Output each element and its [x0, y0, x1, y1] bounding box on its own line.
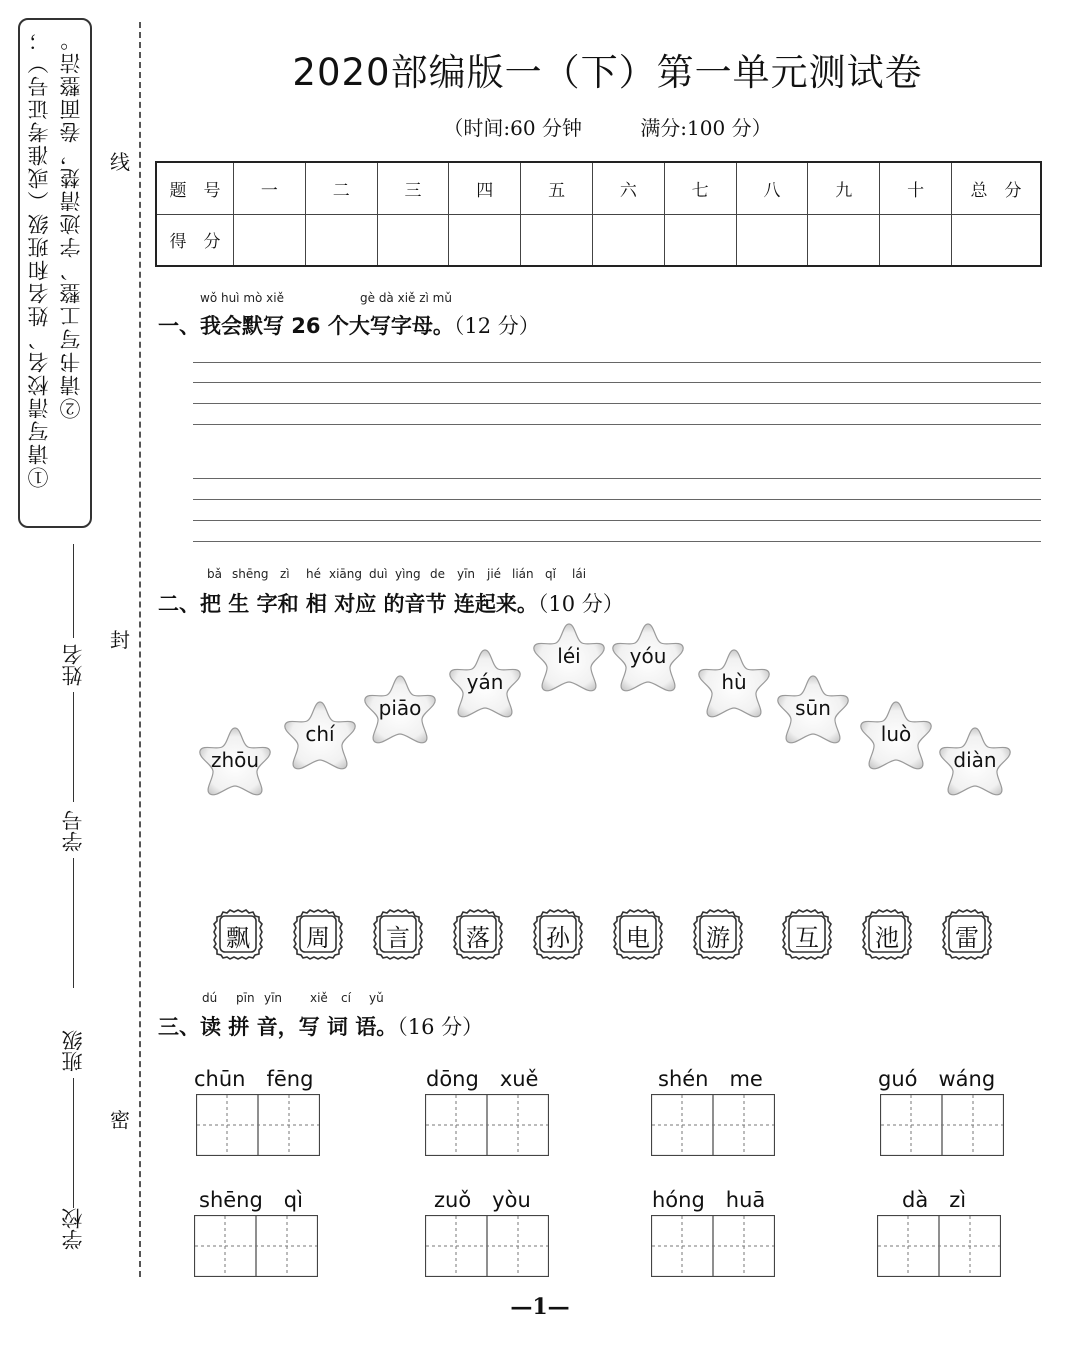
name-label: 姓名 [61, 644, 85, 686]
char-badge-zhou[interactable] [292, 908, 344, 960]
class-line[interactable] [73, 1078, 74, 1208]
writing-grid-dazi[interactable] [877, 1215, 1001, 1277]
writing-line [193, 499, 1041, 500]
char-text: 落 [466, 924, 490, 952]
section2-pinyin-lian: lián [512, 567, 534, 581]
name-line[interactable] [73, 544, 74, 638]
score-head-label: 题 号 [156, 162, 234, 214]
score-cell[interactable] [521, 214, 593, 266]
score-head-4: 四 [449, 162, 521, 214]
char-badge-lei[interactable] [941, 908, 993, 960]
writing-grid-shengqi[interactable] [194, 1215, 318, 1277]
section2-pinyin-he: hé [306, 567, 321, 581]
char-text: 孙 [546, 924, 570, 952]
syllable-text: zhōu [210, 748, 260, 772]
exam-full-score: 满分:100 分） [640, 116, 772, 140]
score-cell[interactable] [234, 214, 306, 266]
writing-line [193, 424, 1041, 425]
syllable-star-dian[interactable] [936, 724, 1014, 798]
score-head-7: 七 [664, 162, 736, 214]
section1-points: （12 分） [453, 314, 540, 338]
binding-mark-xian: 线 [110, 150, 130, 174]
section3-pinyin-yu: yǔ [369, 991, 384, 1005]
syllable-text: léi [557, 644, 581, 668]
page-title: 2020部编版一（下）第一单元测试卷 [292, 51, 923, 94]
syllable-star-zhou[interactable] [196, 724, 274, 798]
section3-heading [158, 1011, 483, 1041]
word-pinyin-zuoyou: zuǒ yòu [434, 1188, 531, 1212]
score-cell[interactable] [808, 214, 880, 266]
section3-pinyin-du: dú [202, 991, 218, 1005]
score-cell[interactable] [377, 214, 449, 266]
score-table [155, 161, 1042, 267]
writing-grid-guowang[interactable] [880, 1094, 1004, 1156]
score-head-10: 十 [880, 162, 952, 214]
char-text: 周 [306, 924, 330, 952]
char-text: 言 [386, 924, 410, 952]
class-label: 班级 [61, 1030, 85, 1072]
section2-pinyin-de: de [430, 567, 445, 581]
binding-mark-mi: 密 [110, 1108, 130, 1132]
student-id-field[interactable] [58, 810, 88, 988]
section1-pinyin-1: wǒ huì mò xiě [200, 291, 284, 305]
section2-points: （10 分） [537, 592, 624, 616]
section2-pinyin-ying: yìng [395, 567, 421, 581]
char-text: 电 [626, 924, 650, 952]
syllable-star-hu[interactable] [695, 646, 773, 720]
writing-grid-honghua[interactable] [651, 1215, 775, 1277]
section3-points: （16 分） [397, 1015, 484, 1039]
section1-pinyin-2: gè dà xiě zì mǔ [360, 291, 452, 305]
syllable-star-piao[interactable] [361, 672, 439, 746]
notice-line-2: ②请书写工整、字迹清楚，卷面整洁。 [59, 28, 83, 419]
score-head-5: 五 [521, 162, 593, 214]
char-text: 互 [795, 924, 819, 952]
word-pinyin-chunfeng: chūn fēng [194, 1067, 314, 1091]
score-head-1: 一 [234, 162, 306, 214]
syllable-star-sun[interactable] [774, 672, 852, 746]
section3-pinyin-ci: cí [341, 991, 351, 1005]
char-badge-dian[interactable] [612, 908, 664, 960]
syllable-star-luo[interactable] [857, 698, 935, 772]
section3-pinyin-xie: xiě [310, 991, 328, 1005]
syllable-star-chi[interactable] [281, 698, 359, 772]
writing-line [193, 403, 1041, 404]
writing-grid-dongxue[interactable] [425, 1094, 549, 1156]
char-badge-hu[interactable] [781, 908, 833, 960]
section2-title: 二、把 生 字和 相 对应 的音节 连起来。 [158, 592, 538, 616]
exam-time: （时间:60 分钟 [443, 116, 582, 140]
score-head-6: 六 [592, 162, 664, 214]
section2-pinyin-lai: lái [572, 567, 587, 581]
score-cell[interactable] [305, 214, 377, 266]
score-cell[interactable] [736, 214, 808, 266]
score-head-total: 总 分 [952, 162, 1042, 214]
syllable-text: yán [466, 670, 504, 694]
section2-pinyin-xiang: xiāng [329, 567, 363, 581]
syllable-text: diàn [953, 748, 997, 772]
writing-line [193, 362, 1041, 363]
score-head-3: 三 [377, 162, 449, 214]
section2-pinyin-zi: zì [280, 567, 290, 581]
school-field[interactable] [58, 1208, 88, 1250]
section3-title: 三、读 拼 音，写 词 语。 [158, 1015, 398, 1039]
exam-info [150, 112, 1065, 141]
score-head-9: 九 [808, 162, 880, 214]
score-table-score-row [156, 214, 1041, 266]
section2-pinyin-sheng: shēng [232, 567, 269, 581]
word-pinyin-dongxue: dōng xuě [426, 1067, 539, 1091]
syllable-text: piāo [378, 696, 422, 720]
char-text: 游 [706, 924, 730, 952]
section1-heading [158, 310, 540, 340]
class-field[interactable] [58, 1030, 88, 1208]
score-cell[interactable] [592, 214, 664, 266]
syllable-star-yan[interactable] [446, 646, 524, 720]
syllable-text: hù [721, 670, 747, 694]
notice-line-1: ①请写清校名、姓名和班级（或准考证号）； [27, 28, 51, 488]
word-pinyin-guowang: guó wáng [878, 1067, 996, 1091]
syllable-text: chí [305, 722, 335, 746]
binding-dashed-line [139, 22, 141, 1277]
syllable-text: sūn [795, 696, 831, 720]
writing-grid-shenme[interactable] [651, 1094, 775, 1156]
section2-pinyin-yin: yīn [457, 567, 476, 581]
binding-mark-feng: 封 [110, 628, 130, 652]
syllable-text: luò [880, 722, 912, 746]
char-badge-sun[interactable] [532, 908, 584, 960]
name-line-2[interactable] [73, 692, 74, 802]
writing-line [193, 520, 1041, 521]
name-field[interactable] [58, 544, 88, 802]
syllable-star-lei[interactable] [530, 620, 608, 694]
char-text: 飘 [226, 924, 250, 952]
section2-pinyin-jie: jié [487, 567, 502, 581]
score-cell[interactable] [449, 214, 521, 266]
char-text: 池 [875, 924, 899, 952]
char-badge-you[interactable] [692, 908, 744, 960]
section2-heading [158, 588, 624, 618]
writing-line [193, 478, 1041, 479]
writing-line [193, 382, 1041, 383]
student-id-line[interactable] [73, 858, 74, 988]
char-badge-luo[interactable] [452, 908, 504, 960]
writing-grid-zuoyou[interactable] [425, 1215, 549, 1277]
char-badge-yan[interactable] [372, 908, 424, 960]
word-pinyin-shengqi: shēng qì [199, 1188, 303, 1212]
char-badge-chi[interactable] [861, 908, 913, 960]
char-badge-piao[interactable] [212, 908, 264, 960]
score-cell[interactable] [664, 214, 736, 266]
word-pinyin-shenme: shén me [658, 1067, 763, 1091]
char-text: 雷 [955, 924, 979, 952]
word-pinyin-honghua: hóng huā [652, 1188, 766, 1212]
section2-pinyin-ba: bǎ [207, 567, 222, 581]
syllable-star-you[interactable] [609, 620, 687, 694]
section1-title: 一、我会默写 26 个大写字母。 [158, 314, 454, 338]
score-cell-total[interactable] [952, 214, 1042, 266]
syllable-text: yóu [629, 644, 667, 668]
writing-grid-chunfeng[interactable] [196, 1094, 320, 1156]
student-id-label: 学号 [61, 810, 85, 852]
score-cell[interactable] [880, 214, 952, 266]
score-row-label: 得 分 [156, 214, 234, 266]
section2-pinyin-dui: duì [369, 567, 388, 581]
section3-pinyin-pin: pīn [236, 991, 255, 1005]
word-pinyin-dazi: dà zì [902, 1188, 967, 1212]
section2-pinyin-qi: qǐ [545, 567, 556, 581]
page-number: —1— [510, 1294, 570, 1320]
section3-pinyin-yin: yīn [264, 991, 283, 1005]
school-label: 学校 [61, 1208, 85, 1250]
score-head-8: 八 [736, 162, 808, 214]
writing-line [193, 541, 1041, 542]
score-table-head-row [156, 162, 1041, 214]
score-head-2: 二 [305, 162, 377, 214]
